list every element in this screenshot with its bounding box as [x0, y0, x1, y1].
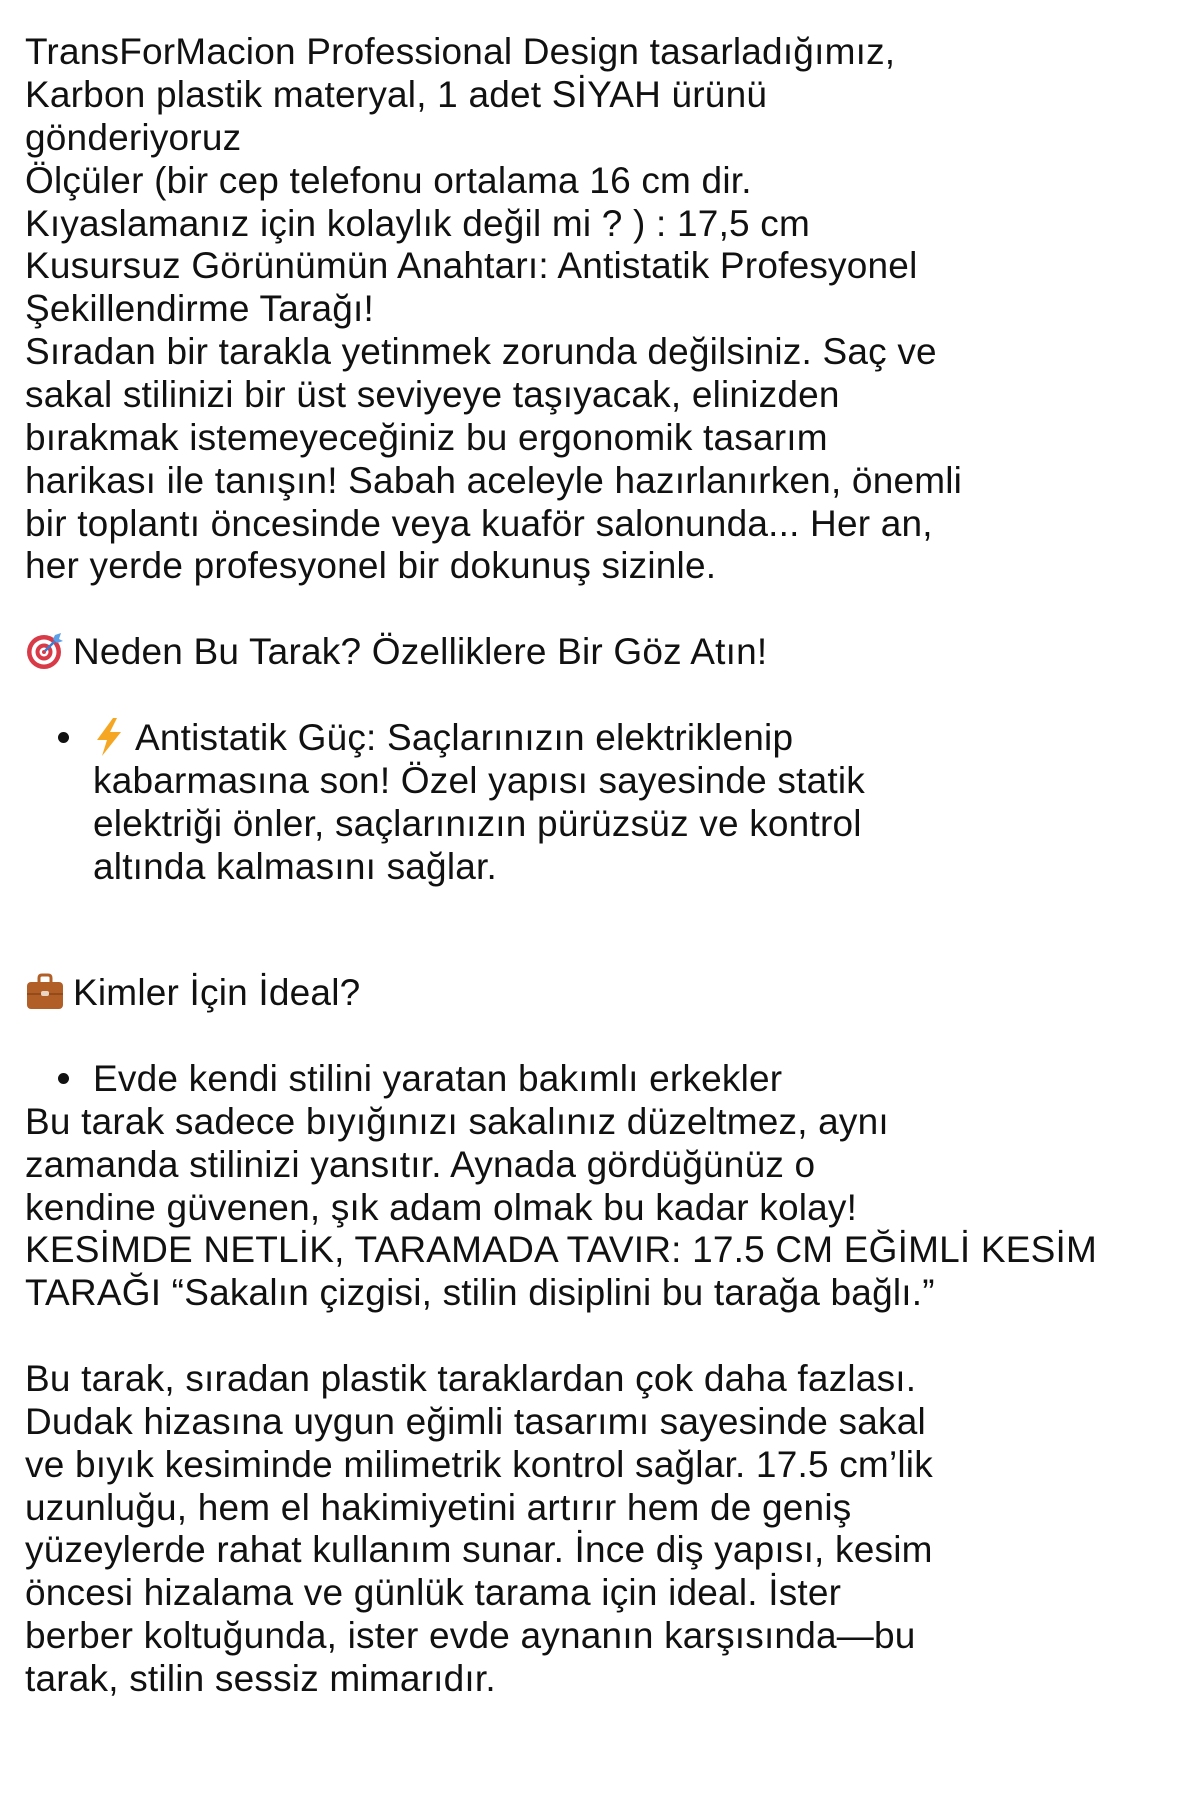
text-line: Sıradan bir tarakla yetinmek zorunda değilsiniz. Saç ve	[25, 331, 937, 372]
text-line: kendine güvenen, şık adam olmak bu kadar kolay!	[25, 1187, 858, 1228]
text-line: öncesi hizalama ve günlük tarama için ideal. İster	[25, 1572, 842, 1613]
text-line: ve bıyık kesiminde milimetrik kontrol sağlar. 17.5 cm’lik	[25, 1444, 933, 1485]
text-line: yüzeylerde rahat kullanım sunar. İnce diş yapısı, kesim	[25, 1529, 933, 1570]
list-item-continuation: elektriği önler, saçlarınızın pürüzsüz ve kontrol	[93, 803, 862, 844]
heading-text: Neden Bu Tarak? Özelliklere Bir Göz Atın!	[73, 631, 768, 672]
section-heading-features	[25, 630, 767, 673]
text-line: sakal stilinizi bir üst seviyeye taşıyacak, elinizden	[25, 374, 840, 415]
text-line: gönderiyoruz	[25, 117, 242, 158]
text-line: TARAĞI “Sakalın çizgisi, stilin disiplini bu tarağa bağlı.”	[25, 1272, 935, 1313]
text-line: bırakmak istemeyeceğiniz bu ergonomik tasarım	[25, 417, 828, 458]
bullet-dot	[58, 732, 69, 743]
text-line: bir toplantı öncesinde veya kuaför salonunda... Her an,	[25, 503, 933, 544]
list-item	[93, 716, 793, 759]
text-line: harikası ile tanışın! Sabah aceleyle hazırlanırken, önemli	[25, 460, 963, 501]
text-line: Bu tarak, sıradan plastik taraklardan çok daha fazlası.	[25, 1358, 917, 1399]
text-line: her yerde profesyonel bir dokunuş sizinle.	[25, 545, 717, 586]
text-line: KESİMDE NETLİK, TARAMADA TAVIR: 17.5 CM EĞİMLİ KESİM	[25, 1229, 1098, 1270]
direct-hit-target-icon	[25, 631, 65, 671]
text-line: Bu tarak sadece bıyığınızı sakalınız düzeltmez, aynı	[25, 1101, 889, 1142]
text-line: Kıyaslamanız için kolaylık değil mi ? ) : 17,5 cm	[25, 203, 811, 244]
list-item-continuation: kabarmasına son! Özel yapısı sayesinde statik	[93, 760, 865, 801]
text-line: Kusursuz Görünümün Anahtarı: Antistatik Profesyonel	[25, 245, 918, 286]
text-line: Ölçüler (bir cep telefonu ortalama 16 cm dir.	[25, 160, 752, 201]
text-line: Dudak hizasına uygun eğimli tasarımı sayesinde sakal	[25, 1401, 926, 1442]
text-line: TransForMacion Professional Design tasarladığımız,	[25, 31, 896, 72]
list-item-continuation: altında kalmasını sağlar.	[93, 846, 497, 887]
text-line: uzunluğu, hem el hakimiyetini artırır hem de geniş	[25, 1487, 852, 1528]
text-line: Şekillendirme Tarağı!	[25, 288, 375, 329]
lightning-bolt-icon	[93, 717, 125, 757]
briefcase-icon	[25, 972, 65, 1012]
section-heading-audience	[25, 971, 360, 1014]
text-line: berber koltuğunda, ister evde aynanın karşısında—bu	[25, 1615, 916, 1656]
text-line: tarak, stilin sessiz mimarıdır.	[25, 1658, 496, 1699]
list-item: Evde kendi stilini yaratan bakımlı erkekler	[93, 1058, 783, 1099]
text-line: zamanda stilinizi yansıtır. Aynada gördüğünüz o	[25, 1144, 816, 1185]
list-item-text: Antistatik Güç: Saçlarınızın elektriklenip	[135, 717, 794, 758]
heading-text: Kimler İçin İdeal?	[73, 972, 361, 1013]
text-line: Karbon plastik materyal, 1 adet SİYAH ürünü	[25, 74, 768, 115]
bullet-dot	[58, 1073, 69, 1084]
